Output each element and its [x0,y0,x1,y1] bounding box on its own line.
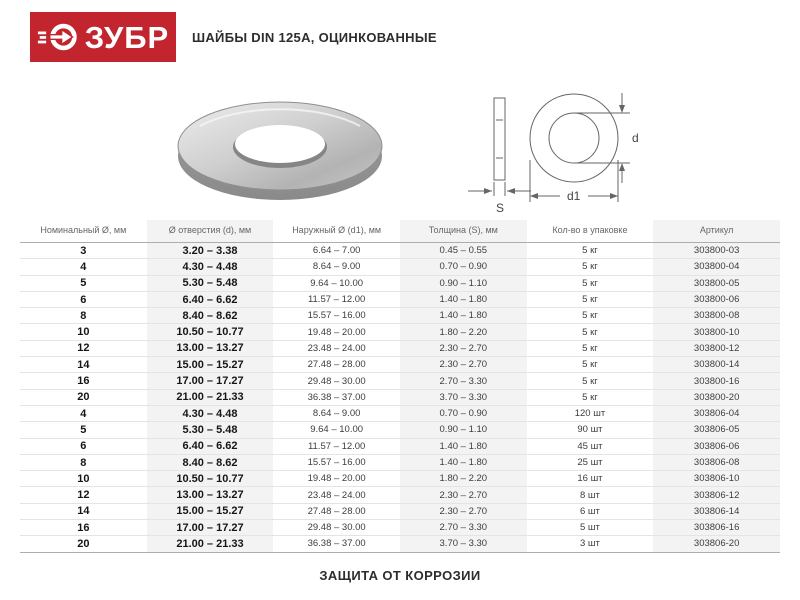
table-cell: 120 шт [527,405,654,421]
table-cell: 29.48 – 30.00 [273,373,400,389]
table-cell: 6.40 – 6.62 [147,291,274,307]
table-cell: 5 кг [527,324,654,340]
table-cell: 303800-06 [653,291,780,307]
table-cell: 14 [20,503,147,519]
table-cell: 13.00 – 13.27 [147,487,274,503]
table-cell: 16 [20,373,147,389]
table-cell: 15.57 – 16.00 [273,308,400,324]
table-cell: 303800-04 [653,259,780,275]
table-cell: 303806-16 [653,520,780,536]
table-cell: 25 шт [527,454,654,470]
table-cell: 10.50 – 10.77 [147,471,274,487]
table-cell: 15.00 – 15.27 [147,357,274,373]
table-row [20,536,780,552]
table-cell: 2.70 – 3.30 [400,373,527,389]
table-row [20,243,780,259]
dimension-label-d: d [632,131,639,145]
table-cell: 303800-05 [653,275,780,291]
dimension-label-d1: d1 [567,189,581,203]
dimension-label-s: S [496,201,505,215]
table-cell: 10 [20,471,147,487]
table-cell: 2.30 – 2.70 [400,503,527,519]
table-row [20,308,780,324]
table-cell: 5 кг [527,357,654,373]
washer-photo [160,88,400,218]
table-row [20,291,780,307]
table-cell: 5 кг [527,259,654,275]
table-cell: 8 [20,454,147,470]
table-cell: 36.38 – 37.00 [273,389,400,405]
table-cell: 303806-05 [653,422,780,438]
table-cell: 5.30 – 5.48 [147,275,274,291]
column-header: Артикул [653,220,780,243]
table-cell: 16 шт [527,471,654,487]
table-cell: 10.50 – 10.77 [147,324,274,340]
table-cell: 5 кг [527,275,654,291]
table-row [20,422,780,438]
table-row [20,324,780,340]
table-cell: 16 [20,520,147,536]
table-cell: 10 [20,324,147,340]
table-cell: 303806-14 [653,503,780,519]
table-cell: 3.70 – 3.30 [400,389,527,405]
table-cell: 8.40 – 8.62 [147,454,274,470]
table-cell: 1.40 – 1.80 [400,454,527,470]
table-row [20,340,780,356]
table-cell: 5.30 – 5.48 [147,422,274,438]
table-row [20,438,780,454]
table-cell: 303800-10 [653,324,780,340]
table-cell: 303806-04 [653,405,780,421]
table-cell: 4.30 – 4.48 [147,405,274,421]
table-cell: 3 [20,243,147,259]
table-cell: 303800-03 [653,243,780,259]
column-header: Номинальный Ø, мм [40,225,127,235]
table-cell: 19.48 – 20.00 [273,471,400,487]
table-cell: 5 кг [527,340,654,356]
table-cell: 2.30 – 2.70 [400,340,527,356]
table-cell: 1.40 – 1.80 [400,308,527,324]
table-cell: 4.30 – 4.48 [147,259,274,275]
table-cell: 5 кг [527,243,654,259]
table-row [20,471,780,487]
table-cell: 5 [20,422,147,438]
table-cell: 8 шт [527,487,654,503]
table-cell: 2.30 – 2.70 [400,487,527,503]
table-cell: 1.40 – 1.80 [400,438,527,454]
table-cell: 6 шт [527,503,654,519]
table-cell: 21.00 – 21.33 [147,389,274,405]
spec-table [20,220,780,553]
table-cell: 8.40 – 8.62 [147,308,274,324]
table-cell: 3.70 – 3.30 [400,536,527,552]
table-cell: 29.48 – 30.00 [273,520,400,536]
table-cell: 3.20 – 3.38 [147,243,274,259]
brand-name: ЗУБР [84,20,170,55]
table-cell: 13.00 – 13.27 [147,340,274,356]
table-cell: 45 шт [527,438,654,454]
table-cell: 8.64 – 9.00 [273,405,400,421]
table-cell: 21.00 – 21.33 [147,536,274,552]
table-cell: 5 кг [527,291,654,307]
column-header: Толщина (S), мм [400,220,527,243]
table-cell: 90 шт [527,422,654,438]
table-cell: 303800-14 [653,357,780,373]
brand-logo [30,12,176,62]
table-cell: 5 кг [527,389,654,405]
table-cell: 4 [20,259,147,275]
table-row [20,503,780,519]
table-row [20,405,780,421]
table-cell: 0.70 – 0.90 [400,405,527,421]
spec-table-body [20,243,780,553]
table-cell: 5 кг [527,308,654,324]
table-cell: 2.70 – 3.30 [400,520,527,536]
table-row [20,454,780,470]
footer-text: ЗАЩИТА ОТ КОРРОЗИИ [319,568,481,583]
table-cell: 23.48 – 24.00 [273,487,400,503]
table-cell: 6.64 – 7.00 [273,243,400,259]
table-cell: 11.57 – 12.00 [273,438,400,454]
header-row [20,220,780,243]
table-row [20,389,780,405]
table-cell: 303800-12 [653,340,780,356]
table-cell: 5 шт [527,520,654,536]
table-cell: 5 [20,275,147,291]
table-cell: 0.45 – 0.55 [400,243,527,259]
table-row [20,487,780,503]
table-cell: 27.48 – 28.00 [273,503,400,519]
table-row [20,357,780,373]
table-cell: 12 [20,487,147,503]
table-cell: 303806-10 [653,471,780,487]
table-cell: 303806-20 [653,536,780,552]
column-header: Наружный Ø (d1), мм [292,225,382,235]
table-cell: 303800-20 [653,389,780,405]
table-cell: 303800-08 [653,308,780,324]
table-cell: 1.80 – 2.20 [400,324,527,340]
table-cell: 0.90 – 1.10 [400,275,527,291]
table-cell: 6 [20,291,147,307]
table-cell: 303806-12 [653,487,780,503]
page-title: ШАЙБЫ DIN 125А, ОЦИНКОВАННЫЕ [192,30,437,45]
table-cell: 303806-06 [653,438,780,454]
table-cell: 6 [20,438,147,454]
table-cell: 0.70 – 0.90 [400,259,527,275]
table-cell: 23.48 – 24.00 [273,340,400,356]
table-row [20,373,780,389]
table-cell: 15.00 – 15.27 [147,503,274,519]
table-cell: 20 [20,389,147,405]
table-cell: 14 [20,357,147,373]
spec-table-head [20,220,780,243]
table-cell: 8 [20,308,147,324]
table-cell: 0.90 – 1.10 [400,422,527,438]
table-cell: 2.30 – 2.70 [400,357,527,373]
table-cell: 3 шт [527,536,654,552]
table-cell: 303800-16 [653,373,780,389]
table-cell: 19.48 – 20.00 [273,324,400,340]
table-cell: 17.00 – 17.27 [147,520,274,536]
table-cell: 5 кг [527,373,654,389]
table-cell: 9.64 – 10.00 [273,422,400,438]
column-header: Ø отверстия (d), мм [147,220,274,243]
table-cell: 1.40 – 1.80 [400,291,527,307]
table-cell: 4 [20,405,147,421]
column-header: Кол-во в упаковке [552,225,628,235]
table-row [20,275,780,291]
table-cell: 8.64 – 9.00 [273,259,400,275]
table-cell: 1.80 – 2.20 [400,471,527,487]
table-row [20,259,780,275]
table-cell: 303806-08 [653,454,780,470]
table-row [20,520,780,536]
table-cell: 9.64 – 10.00 [273,275,400,291]
table-cell: 6.40 – 6.62 [147,438,274,454]
table-cell: 20 [20,536,147,552]
table-cell: 11.57 – 12.00 [273,291,400,307]
washer-diagram [452,90,642,223]
table-cell: 36.38 – 37.00 [273,536,400,552]
table-cell: 27.48 – 28.00 [273,357,400,373]
table-cell: 15.57 – 16.00 [273,454,400,470]
table-cell: 17.00 – 17.27 [147,373,274,389]
zubr-emblem-icon [37,20,79,54]
table-cell: 12 [20,340,147,356]
